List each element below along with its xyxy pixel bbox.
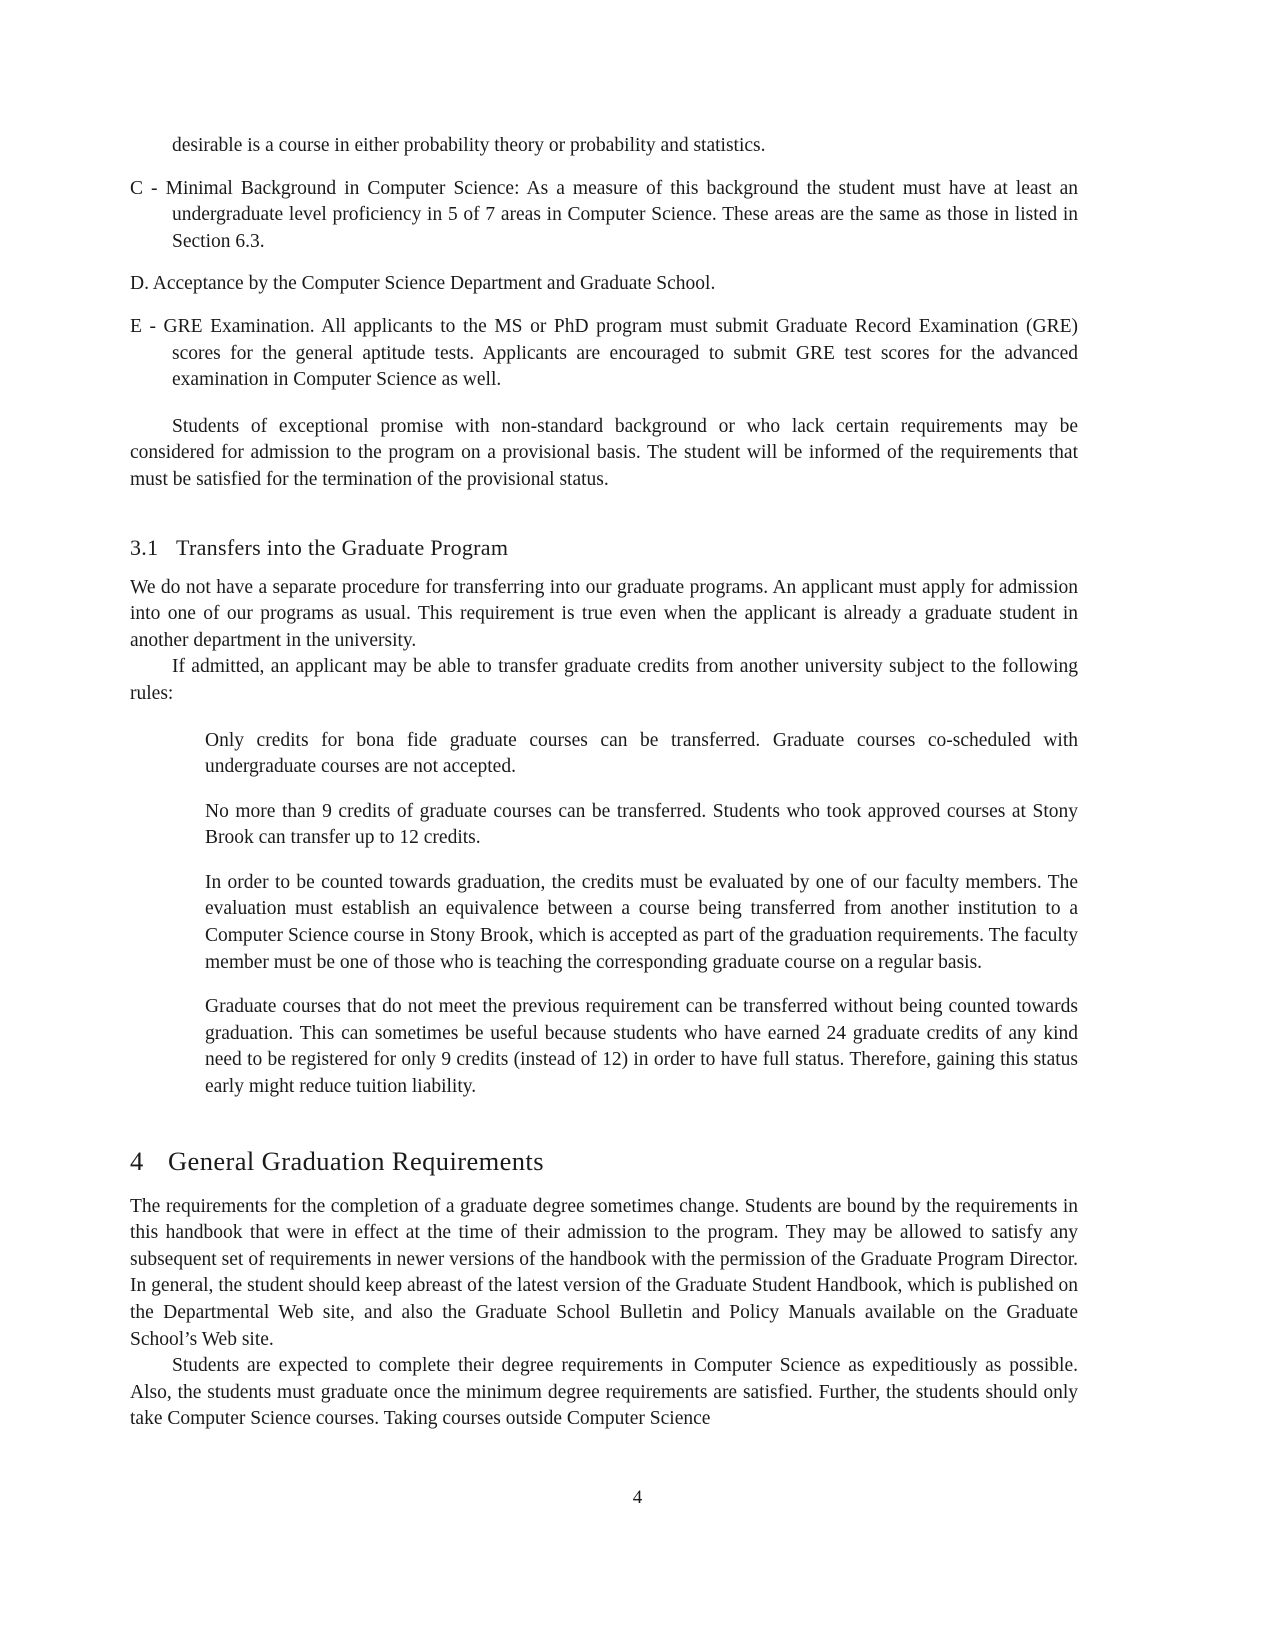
graduation-paragraph: Students are expected to complete their degree requirements in Computer Science as expeditiously as possible. Also, the students must graduate once the minimum degree requirements are satisfied. Further, the students should only take Computer Science courses. Taking courses outside Computer Science (130, 1355, 1078, 1430)
requirement-label: E - (130, 315, 164, 337)
graduation-paragraph: The requirements for the completion of a graduate degree sometimes change. Students are bound by the requirements in this handbook that were in effect at the time of their admission to the program. They may be allowed to satisfy any subsequent set of requirements in newer versions of the handbook with the permission of the Graduate Program Director. In general, the student should keep abreast of the latest version of the Graduate Student Handbook, which is published on the Departmental Web site, and also the Graduate School Bulletin and Policy Manuals available on the Graduate School’s Web site. (130, 1195, 1078, 1350)
transfer-paragraph: We do not have a separate procedure for transferring into our graduate programs. An applicant must apply for admission into one of our programs as usual. This requirement is true even when the applicant is already a graduate student in another department in the university. (130, 576, 1078, 651)
section-title: General Graduation Requirements (168, 1145, 544, 1176)
requirement-label: C - (130, 177, 166, 199)
requirement-text: Acceptance by the Computer Science Department and Graduate School. (152, 273, 716, 295)
section-number: 3.1 (130, 534, 159, 560)
transfer-rule: Only credits for bona fide graduate courses can be transferred. Graduate courses co-scheduled with undergraduate courses are not accepted. (205, 729, 1078, 778)
section-3-1-heading (130, 534, 1078, 562)
requirement-label: D. (130, 273, 153, 295)
continuation-text: desirable is a course in either probability theory or probability and statistics. (172, 135, 766, 156)
requirement-e (130, 314, 1078, 394)
transfer-rules-list (130, 728, 1078, 1101)
provisional-paragraph: Students of exceptional promise with non-standard background or who lack certain requirements may be considered for admission to the program on a provisional basis. The student will be informed of the requirements that must be satisfied for the termination of the provisional status. (130, 415, 1078, 490)
page-number: 4 (632, 1487, 643, 1508)
section-title: Transfers into the Graduate Program (176, 534, 509, 560)
requirement-d (130, 271, 1078, 298)
requirement-c (130, 176, 1078, 256)
transfer-rule: Graduate courses that do not meet the previous requirement can be transferred without being counted towards graduation. This can sometimes be useful because students who have earned 24 graduate credits of any kind need to be registered for only 9 credits (instead of 12) in order to have full status. Therefore, gaining this status early might reduce tuition liability. (205, 996, 1078, 1098)
transfer-rule: No more than 9 credits of graduate courses can be transferred. Students who took approved courses at Stony Brook can transfer up to 12 credits. (205, 800, 1078, 849)
section-4-heading (130, 1145, 1078, 1177)
requirement-text: GRE Examination. All applicants to the MS or PhD program must submit Graduate Record Examination (GRE) scores for the general aptitude tests. Applicants are encouraged to submit GRE test scores for the advanced examination in Computer Science as well. (163, 315, 1078, 391)
section-number: 4 (130, 1145, 144, 1176)
transfer-rule: In order to be counted towards graduation, the credits must be evaluated by one of our faculty members. The evaluation must establish an equivalence between a course being transferred from another institution to a Computer Science course in Stony Brook, which is accepted as part of the graduation requirements. The faculty member must be one of those who is teaching the corresponding graduate course on a regular basis. (205, 871, 1078, 973)
requirement-text: Minimal Background in Computer Science: As a measure of this background the student must have at least an undergraduate level proficiency in 5 of 7 areas in Computer Science. These areas are the same as those in listed in Section 6.3. (165, 177, 1078, 252)
document-page (130, 133, 1078, 1433)
transfer-rules-intro: If admitted, an applicant may be able to transfer graduate credits from another university subject to the following rules: (130, 656, 1078, 704)
